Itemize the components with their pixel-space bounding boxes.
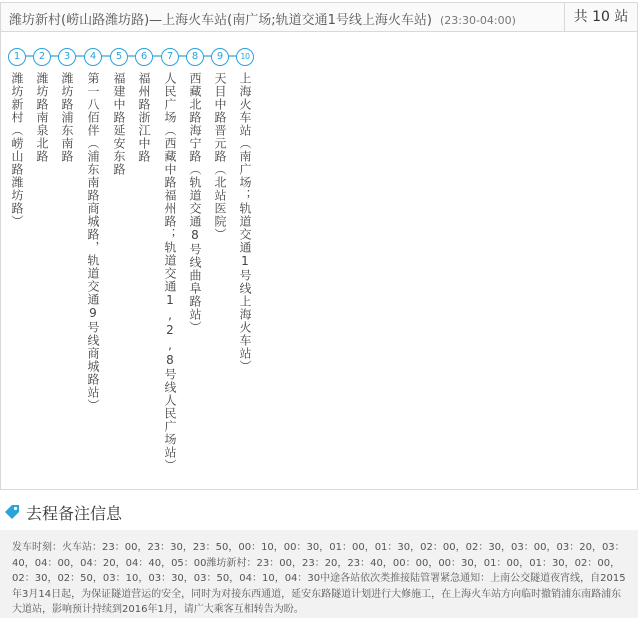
stop-name: 福建中路延安东路 (112, 72, 126, 176)
stop-3[interactable] (58, 48, 76, 163)
stop-1[interactable] (8, 48, 26, 228)
stop-6[interactable] (135, 48, 153, 163)
notes-heading (4, 502, 122, 522)
stop-4[interactable] (84, 48, 102, 412)
notes-body: 发车时刻：火车站：23：00，23：30，23：50，00：10，00：30，01：00，01：30，02：00，02：30，03：00，03：20，03：40，04：00，04：20，04：40，05：00潍坊新村：23：00，23：20，23：40，00：00，00：30，01：00，01：30，02：00，02：30，02：50，03：10，03：30，03：50，04：10，04：30中途各站依次类推接陆管署紧急通知：上南公交隧道夜宵线，自2015年3月14日起，为保证隧道营运的安全，同时为对接东西通道，延安东路隧道计划进行大修施工，在上海火车站方向临时撤销浦东南路浦东大道站，影响预计持续到2016年1月，请广大乘客互相转告为盼。 (0, 530, 638, 618)
stop-name: 西藏北路海宁路（轨道交通8号线曲阜路站） (188, 72, 202, 334)
notes-title: 去程备注信息 (26, 503, 123, 523)
stop-number-badge: 6 (135, 48, 153, 66)
stop-10[interactable] (236, 48, 254, 373)
stop-number-badge: 9 (211, 48, 229, 66)
stop-count: 共 10 站 (564, 3, 637, 31)
stop-number-badge: 5 (110, 48, 128, 66)
stop-name: 天目中路晋元路（北站医院） (213, 72, 227, 241)
stop-9[interactable] (211, 48, 229, 241)
stop-5[interactable] (110, 48, 128, 176)
stop-7[interactable] (161, 48, 179, 472)
stop-name: 潍坊路浦东南路 (60, 72, 74, 163)
stop-number-badge: 7 (161, 48, 179, 66)
stop-name: 人民广场（西藏中路福州路；轨道交通1,2,8号线人民广场站） (163, 72, 177, 472)
route-title (9, 9, 516, 28)
stop-number-badge: 1 (8, 48, 26, 66)
stop-number-badge: 4 (84, 48, 102, 66)
stop-name: 福州路浙江中路 (137, 72, 151, 163)
stop-8[interactable] (186, 48, 204, 334)
stop-2[interactable] (33, 48, 51, 163)
stop-name: 上海火车站（南广场；轨道交通1号线上海火车站） (238, 72, 252, 373)
stop-number-badge: 10 (236, 48, 254, 66)
stop-name: 潍坊新村（崂山路潍坊路） (10, 72, 24, 228)
tag-icon (4, 504, 20, 520)
stop-number-badge: 2 (33, 48, 51, 66)
route-name: 潍坊新村(崂山路潍坊路)—上海火车站(南广场;轨道交通1号线上海火车站) (9, 13, 432, 28)
stop-name: 潍坊路南泉北路 (35, 72, 49, 163)
stop-number-badge: 3 (58, 48, 76, 66)
route-hours: (23:30-04:00) (439, 14, 516, 27)
route-header (0, 2, 638, 32)
stop-name: 第一八佰伴（浦东南路商城路，轨道交通9号线商城路站） (86, 72, 100, 412)
stop-number-badge: 8 (186, 48, 204, 66)
